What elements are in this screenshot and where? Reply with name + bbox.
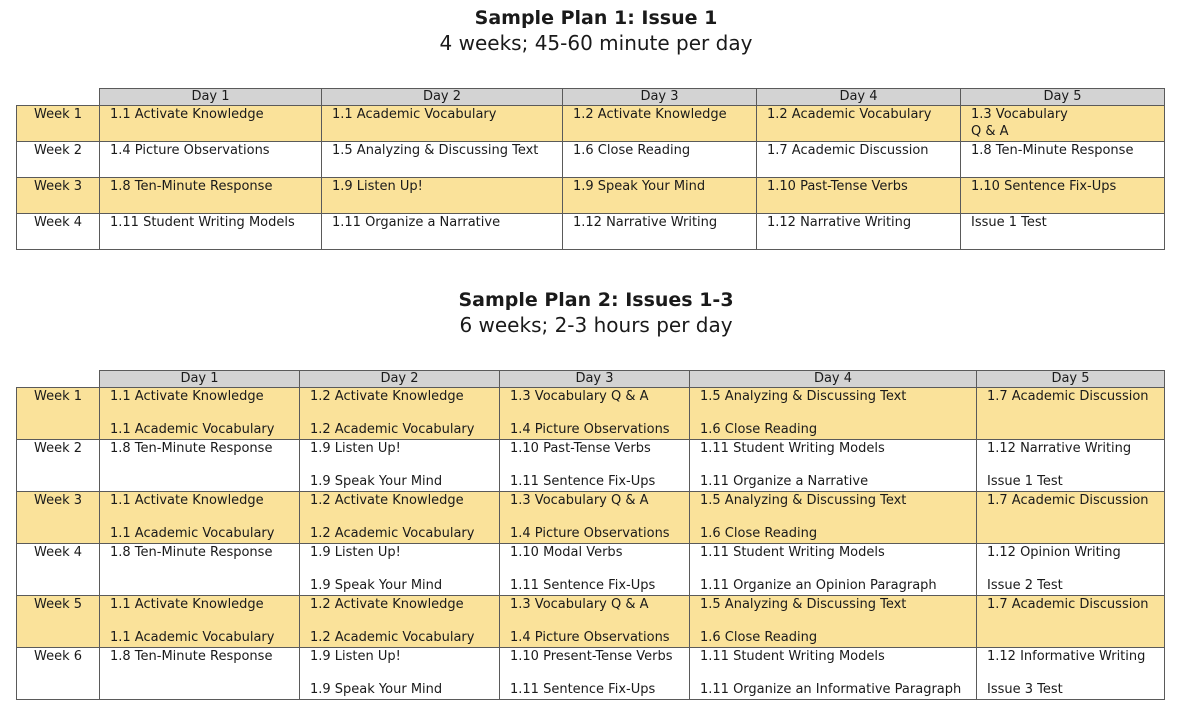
week-label: Week 2 [17,440,100,492]
lesson-cell [757,142,961,178]
plan1-header-day-5: Day 5 [961,89,1165,106]
lesson-text: 1.11 Student Writing Models [700,441,885,456]
lesson-cell [500,596,690,648]
lesson-text: 1.1 Academic Vocabulary [332,107,497,122]
plan1-header-row [17,89,1165,106]
plan2-header-corner [17,371,100,388]
lesson-text: 1.2 Activate Knowledge [310,493,464,508]
lesson-cell [300,492,500,544]
lesson-text: 1.7 Academic Discussion [767,143,929,158]
lesson-cell [300,544,500,596]
table-row [17,388,1165,440]
lesson-cell [500,388,690,440]
lesson-cell [977,492,1165,544]
lesson-text: 1.2 Activate Knowledge [573,107,727,122]
lesson-text: 1.11 Sentence Fix-Ups [510,578,656,593]
plan2-body [17,388,1165,700]
plan2-title: Sample Plan 2: Issues 1-3 [458,289,734,311]
lesson-text: 1.5 Analyzing & Discussing Text [700,597,907,612]
plan1-header-day-1: Day 1 [100,89,322,106]
lesson-cell [500,544,690,596]
lesson-text: 1.9 Speak Your Mind [310,682,443,697]
plan2-title-block [0,288,1192,338]
lesson-text: 1.7 Academic Discussion [987,597,1149,612]
lesson-text: 1.6 Close Reading [700,422,818,437]
lesson-text: 1.2 Activate Knowledge [310,597,464,612]
week-label: Week 3 [17,178,100,214]
table-row [17,492,1165,544]
lesson-cell [690,648,977,700]
plan1-header-day-3: Day 3 [563,89,757,106]
week-label: Week 5 [17,596,100,648]
plan1-table [16,88,1165,250]
plan2-subtitle: 6 weeks; 2-3 hours per day [459,313,733,337]
lesson-cell [977,648,1165,700]
lesson-cell [500,648,690,700]
lesson-text: Issue 2 Test [987,578,1063,593]
lesson-cell [690,388,977,440]
table-row [17,648,1165,700]
lesson-cell [100,492,300,544]
lesson-text: 1.11 Organize a Narrative [332,215,501,230]
lesson-text: 1.9 Listen Up! [310,545,401,560]
lesson-text: 1.8 Ten-Minute Response [110,179,273,194]
plan1-header-corner [17,89,100,106]
lesson-text: 1.3 Vocabulary Q & A [510,597,649,612]
lesson-cell [961,178,1165,214]
lesson-text: 1.10 Modal Verbs [510,545,623,560]
lesson-text: 1.2 Academic Vocabulary [310,422,475,437]
lesson-cell [100,142,322,178]
lesson-text: 1.4 Picture Observations [110,143,270,158]
lesson-text: 1.2 Activate Knowledge [310,389,464,404]
lesson-cell [690,492,977,544]
lesson-text: 1.11 Student Writing Models [110,215,295,230]
lesson-text: 1.1 Academic Vocabulary [110,422,275,437]
lesson-cell [100,388,300,440]
lesson-text: 1.11 Organize an Opinion Paragraph [700,578,937,593]
lesson-cell [563,178,757,214]
lesson-cell [690,596,977,648]
lesson-text: 1.8 Ten-Minute Response [110,545,273,560]
lesson-cell [322,214,563,250]
plan1-subtitle: 4 weeks; 45-60 minute per day [439,31,753,55]
lesson-text: Q & A [971,124,1009,139]
lesson-text: 1.10 Sentence Fix-Ups [971,179,1117,194]
table-row [17,142,1165,178]
lesson-text: 1.1 Activate Knowledge [110,389,264,404]
lesson-text: 1.9 Speak Your Mind [310,474,443,489]
week-label: Week 3 [17,492,100,544]
lesson-cell [300,596,500,648]
lesson-cell [100,214,322,250]
lesson-text: 1.11 Student Writing Models [700,649,885,664]
lesson-text: 1.12 Informative Writing [987,649,1146,664]
lesson-cell [300,648,500,700]
week-label: Week 1 [17,388,100,440]
lesson-cell [322,142,563,178]
lesson-cell [563,142,757,178]
week-label: Week 4 [17,544,100,596]
lesson-cell [100,106,322,142]
lesson-text: 1.2 Academic Vocabulary [310,630,475,645]
lesson-text: 1.12 Narrative Writing [767,215,912,230]
week-label: Week 2 [17,142,100,178]
lesson-text: Issue 3 Test [987,682,1063,697]
lesson-cell [100,440,300,492]
plan1-header-day-2: Day 2 [322,89,563,106]
plan1-body [17,106,1165,250]
plan1-title: Sample Plan 1: Issue 1 [474,7,718,29]
plan1-title-block [0,6,1192,56]
week-label: Week 4 [17,214,100,250]
lesson-text: 1.11 Sentence Fix-Ups [510,682,656,697]
table-row [17,440,1165,492]
lesson-text: 1.5 Analyzing & Discussing Text [700,389,907,404]
lesson-text: 1.9 Listen Up! [332,179,423,194]
lesson-cell [977,596,1165,648]
lesson-text: 1.9 Speak Your Mind [310,578,443,593]
lesson-text: 1.8 Ten-Minute Response [110,649,273,664]
lesson-text: 1.3 Vocabulary [971,107,1068,122]
plan1-header-day-4: Day 4 [757,89,961,106]
lesson-cell [300,440,500,492]
lesson-cell [961,142,1165,178]
lesson-text: 1.2 Academic Vocabulary [767,107,932,122]
plan2-header-day-4: Day 4 [690,371,977,388]
plan2-header-row [17,371,1165,388]
lesson-text: 1.7 Academic Discussion [987,493,1149,508]
lesson-cell [563,106,757,142]
lesson-text: 1.9 Listen Up! [310,649,401,664]
lesson-cell [961,214,1165,250]
lesson-text: 1.4 Picture Observations [510,526,670,541]
lesson-text: 1.9 Listen Up! [310,441,401,456]
lesson-cell [500,440,690,492]
lesson-cell [757,106,961,142]
plan2-table [16,370,1165,700]
table-row [17,178,1165,214]
table-row [17,596,1165,648]
lesson-cell [100,596,300,648]
lesson-text: 1.12 Narrative Writing [573,215,718,230]
lesson-text: 1.1 Academic Vocabulary [110,630,275,645]
lesson-text: 1.8 Ten-Minute Response [110,441,273,456]
week-label: Week 6 [17,648,100,700]
lesson-cell [977,388,1165,440]
lesson-text: 1.1 Academic Vocabulary [110,526,275,541]
lesson-text: 1.8 Ten-Minute Response [971,143,1134,158]
lesson-cell [977,440,1165,492]
plan2-header-day-5: Day 5 [977,371,1165,388]
lesson-cell [961,106,1165,142]
lesson-text: 1.1 Activate Knowledge [110,493,264,508]
week-label: Week 1 [17,106,100,142]
lesson-text: 1.6 Close Reading [573,143,691,158]
lesson-cell [322,106,563,142]
lesson-text: 1.5 Analyzing & Discussing Text [332,143,539,158]
lesson-text: 1.6 Close Reading [700,526,818,541]
lesson-text: 1.1 Activate Knowledge [110,107,264,122]
lesson-text: 1.11 Organize an Informative Paragraph [700,682,962,697]
lesson-text: 1.12 Opinion Writing [987,545,1121,560]
plan2-header-day-3: Day 3 [500,371,690,388]
lesson-cell [690,440,977,492]
lesson-text: 1.9 Speak Your Mind [573,179,706,194]
lesson-text: Issue 1 Test [971,215,1047,230]
table-row [17,106,1165,142]
lesson-cell [690,544,977,596]
lesson-text: 1.4 Picture Observations [510,630,670,645]
lesson-text: 1.5 Analyzing & Discussing Text [700,493,907,508]
lesson-cell [977,544,1165,596]
lesson-cell [757,214,961,250]
lesson-text: 1.7 Academic Discussion [987,389,1149,404]
lesson-cell [100,544,300,596]
lesson-text: 1.11 Sentence Fix-Ups [510,474,656,489]
plan2-header-day-1: Day 1 [100,371,300,388]
lesson-text: 1.10 Past-Tense Verbs [767,179,908,194]
lesson-text: 1.11 Organize a Narrative [700,474,869,489]
table-row [17,214,1165,250]
plan2-header-day-2: Day 2 [300,371,500,388]
table-row [17,544,1165,596]
lesson-text: 1.12 Narrative Writing [987,441,1132,456]
lesson-text: 1.10 Present-Tense Verbs [510,649,673,664]
lesson-text: 1.1 Activate Knowledge [110,597,264,612]
lesson-text: 1.3 Vocabulary Q & A [510,389,649,404]
lesson-text: 1.10 Past-Tense Verbs [510,441,651,456]
lesson-cell [100,648,300,700]
lesson-text: 1.11 Student Writing Models [700,545,885,560]
lesson-cell [300,388,500,440]
lesson-cell [563,214,757,250]
lesson-text: 1.6 Close Reading [700,630,818,645]
lesson-text: Issue 1 Test [987,474,1063,489]
lesson-text: 1.4 Picture Observations [510,422,670,437]
lesson-cell [500,492,690,544]
lesson-cell [100,178,322,214]
lesson-text: 1.3 Vocabulary Q & A [510,493,649,508]
lesson-cell [322,178,563,214]
lesson-text: 1.2 Academic Vocabulary [310,526,475,541]
lesson-cell [757,178,961,214]
